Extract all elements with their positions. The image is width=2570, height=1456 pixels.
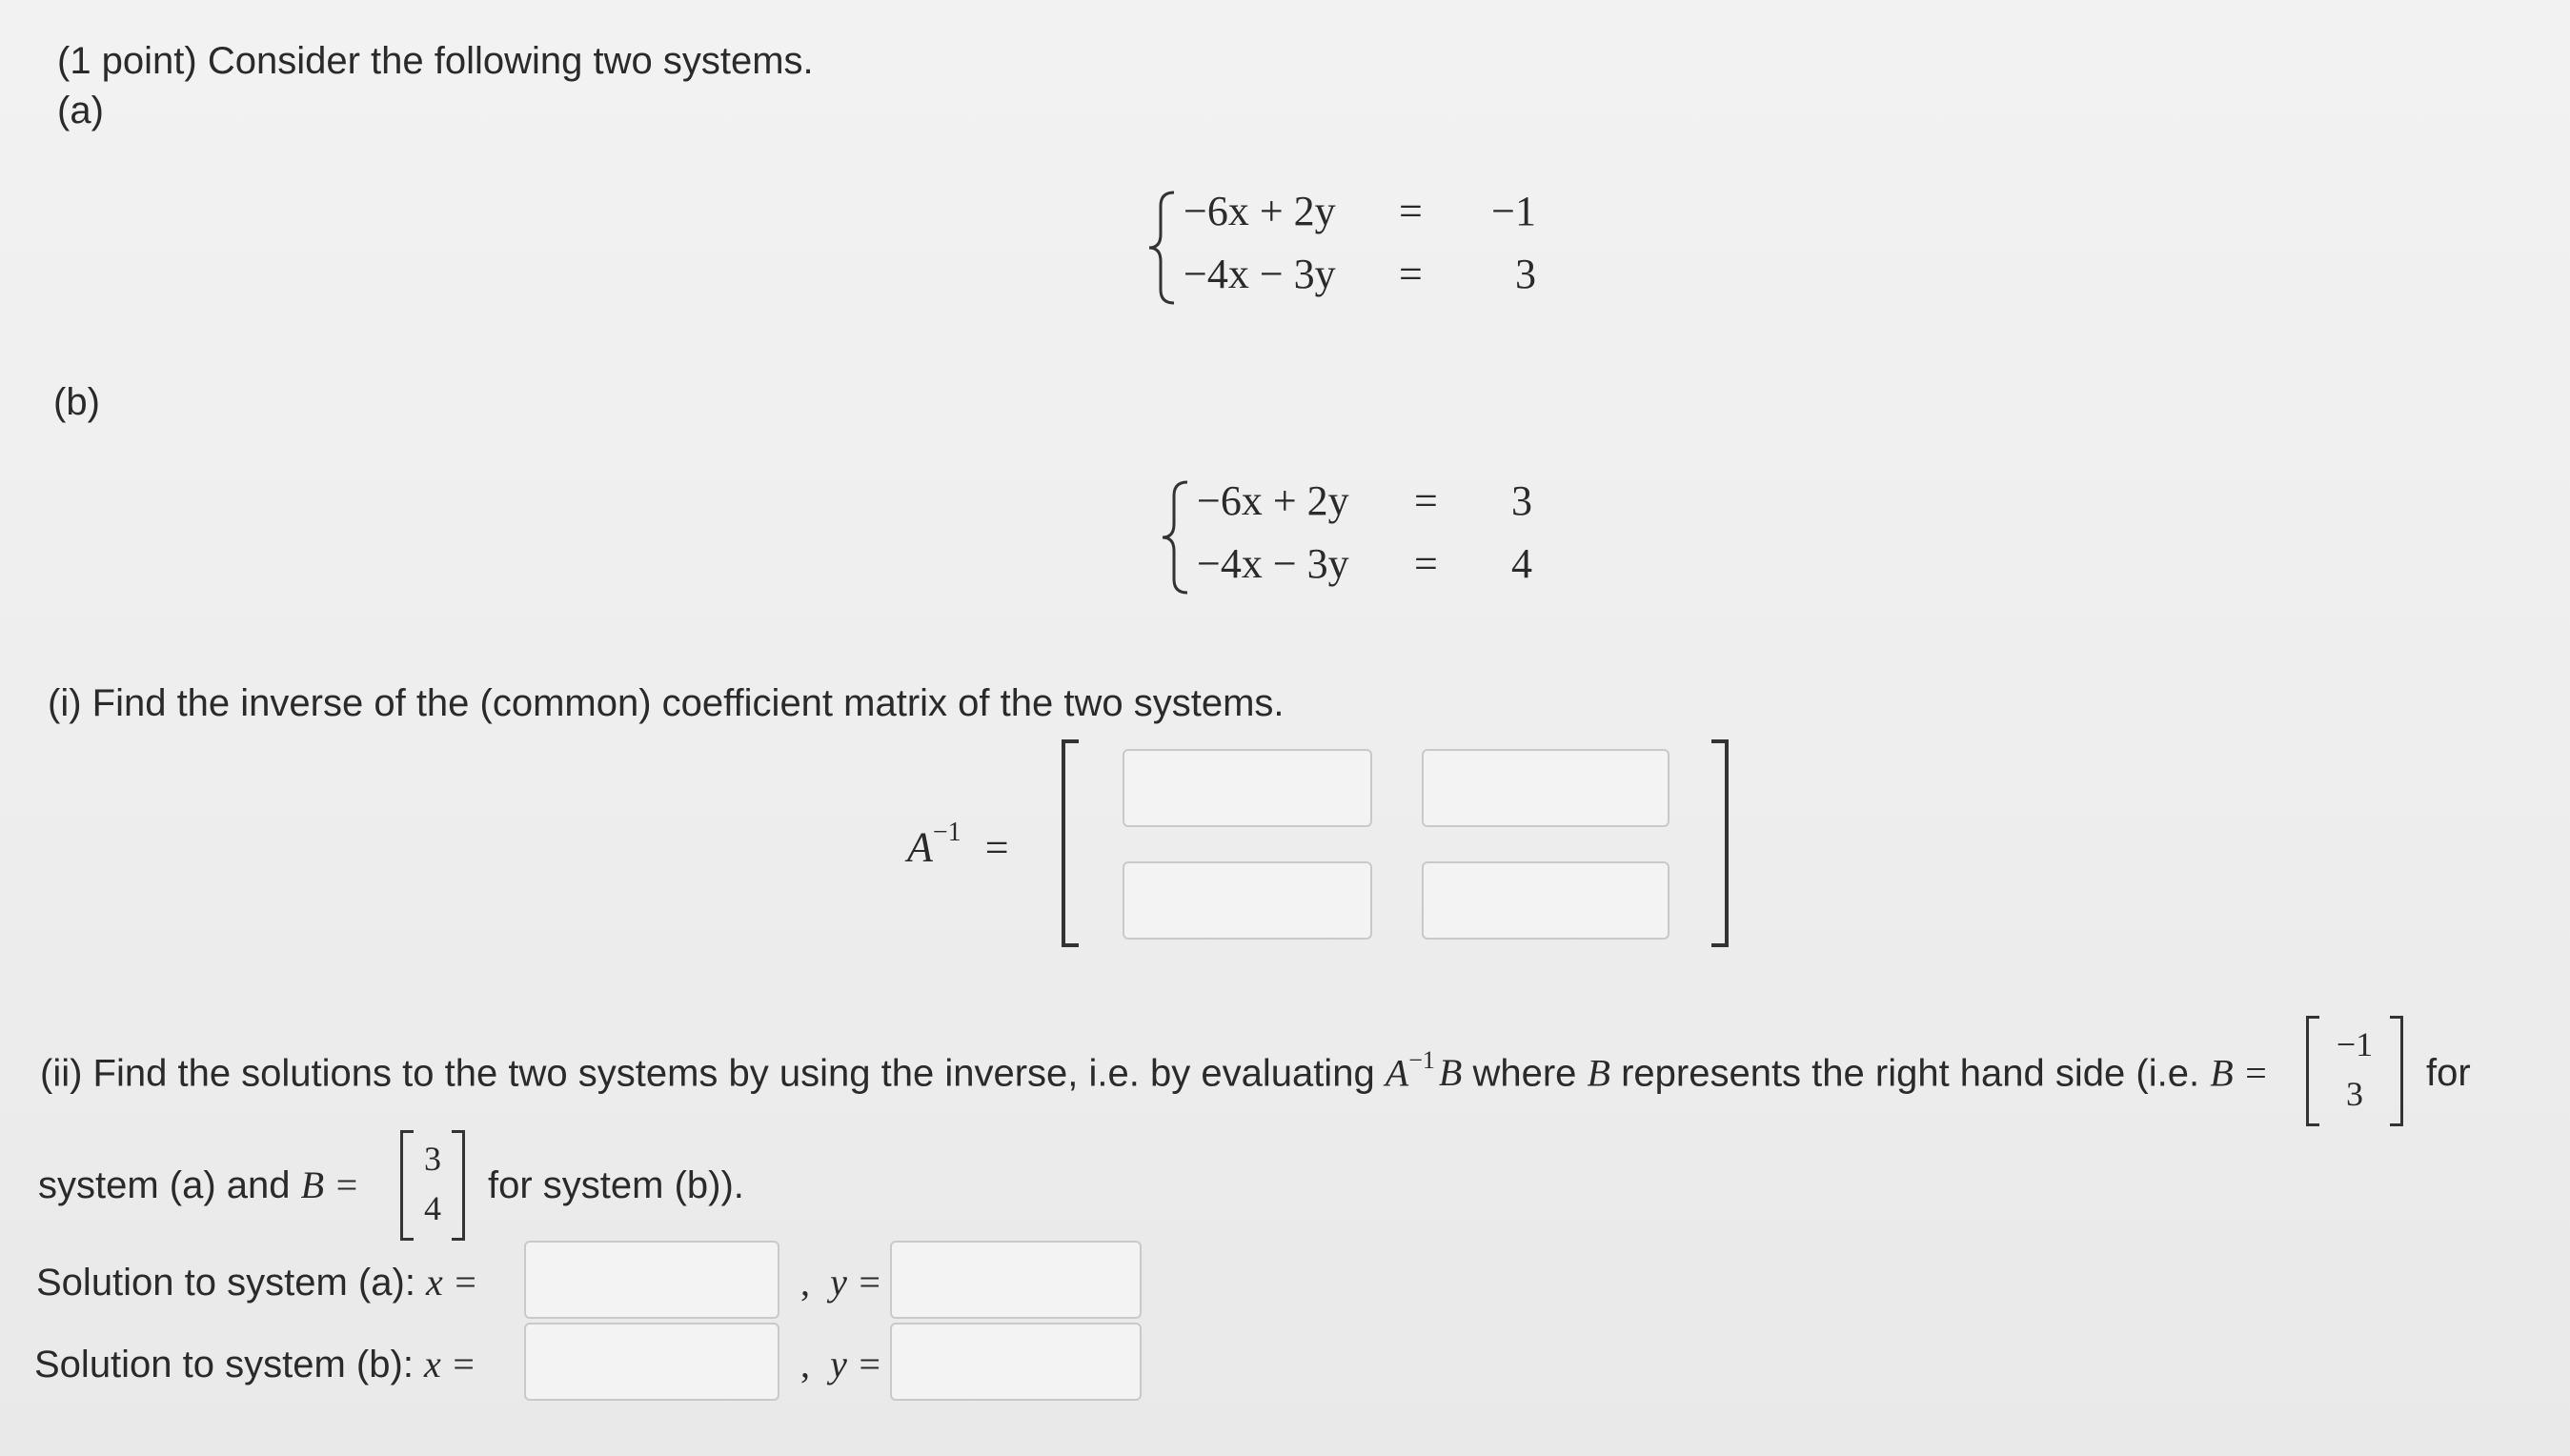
system-b-eq1-equals: = — [1414, 477, 1438, 524]
vec-b-entry-1: 3 — [424, 1140, 441, 1178]
inverse-entry-12-input[interactable] — [1422, 749, 1669, 827]
question-ii-line2-start — [38, 1163, 360, 1206]
question-ii-expr-A: A — [1385, 1051, 1409, 1095]
vec-b — [414, 1134, 452, 1233]
vec-b-left-bracket — [400, 1130, 414, 1241]
inverse-entry-21-input[interactable] — [1123, 861, 1372, 940]
question-ii-text-mid2: represents the right hand side (i.e. — [1609, 1052, 2211, 1095]
inverse-label-equals: = — [984, 823, 1009, 871]
vec-a-entry-2: 3 — [2346, 1075, 2363, 1113]
system-a-eq2-lhs: −4x − 3y — [1184, 251, 1336, 297]
solution-b-y-label — [800, 1345, 882, 1384]
vec-b-entry-2: 4 — [424, 1189, 441, 1227]
solution-a-y-eq: y = — [830, 1261, 882, 1304]
vec-a-right-bracket — [2390, 1016, 2403, 1126]
system-a-eq2-equals: = — [1399, 251, 1423, 297]
solution-a-y-input[interactable] — [890, 1241, 1142, 1319]
inverse-label-exponent: −1 — [932, 818, 961, 847]
solution-a-label — [36, 1261, 478, 1304]
system-b — [1197, 477, 1540, 604]
solution-b-y-eq: y = — [830, 1343, 882, 1385]
solution-a-y-sep: , — [800, 1261, 810, 1304]
question-ii-line1 — [40, 1046, 2269, 1095]
system-a — [1184, 188, 1546, 314]
solution-a-label-text: Solution to system (a): — [36, 1262, 427, 1304]
system-a-eq2-rhs: 3 — [1515, 251, 1536, 297]
part-b-label: (b) — [53, 381, 100, 423]
system-b-eq1-lhs: −6x + 2y — [1197, 477, 1349, 524]
problem-header: (1 point) Consider the following two systems. — [57, 40, 814, 82]
question-ii-text-start: (ii) Find the solutions to the two systems by using the inverse, i.e. by evaluating — [40, 1052, 1386, 1095]
solution-b-y-input[interactable] — [890, 1323, 1142, 1401]
question-ii-text-mid: where — [1462, 1052, 1588, 1095]
system-b-eq2-rhs: 4 — [1511, 540, 1532, 587]
system-b-eq2-lhs: −4x − 3y — [1197, 540, 1349, 587]
question-ii-B-eq: B = — [2210, 1051, 2269, 1095]
solution-b-x-eq: x = — [424, 1343, 476, 1385]
solution-a-y-label — [800, 1261, 882, 1304]
system-a-eq1-equals: = — [1399, 188, 1423, 234]
inverse-entry-22-input[interactable] — [1422, 861, 1669, 940]
system-b-eq1-rhs: 3 — [1511, 477, 1532, 524]
question-ii-expr-exponent: −1 — [1408, 1046, 1435, 1074]
solution-a-x-eq: x = — [426, 1261, 478, 1304]
solution-b-label-text: Solution to system (b): — [34, 1344, 425, 1385]
inverse-entry-11-input[interactable] — [1123, 749, 1372, 827]
system-b-eq2-equals: = — [1414, 540, 1438, 587]
left-brace-icon — [1143, 189, 1182, 307]
question-i-text: (i) Find the inverse of the (common) coefficient matrix of the two systems. — [48, 682, 1285, 724]
matrix-left-bracket — [1062, 739, 1079, 947]
question-ii-for: for — [2426, 1052, 2471, 1094]
left-brace-icon — [1157, 478, 1195, 597]
solution-b-y-sep: , — [800, 1343, 810, 1385]
solution-b-label — [34, 1345, 476, 1384]
matrix-right-bracket — [1711, 739, 1729, 947]
solution-a-x-input[interactable] — [524, 1241, 779, 1319]
inverse-label — [907, 818, 1009, 871]
system-a-eq1-lhs: −6x + 2y — [1184, 188, 1336, 234]
question-ii-expr-B: B — [1438, 1051, 1463, 1095]
question-ii-B-var: B — [1587, 1051, 1610, 1095]
vec-a-left-bracket — [2306, 1016, 2319, 1126]
solution-b-x-input[interactable] — [524, 1323, 779, 1401]
question-ii-line2-text: system (a) and — [38, 1164, 301, 1206]
system-a-eq1-rhs: −1 — [1491, 188, 1536, 234]
vec-a-entry-1: −1 — [2336, 1025, 2374, 1063]
part-a-label: (a) — [57, 90, 104, 131]
inverse-label-A: A — [907, 823, 933, 871]
question-ii-line2-end: for system (b)). — [488, 1164, 744, 1206]
question-ii-B-eq2: B = — [300, 1163, 360, 1206]
vec-a — [2319, 1020, 2390, 1119]
vec-b-right-bracket — [452, 1130, 465, 1241]
